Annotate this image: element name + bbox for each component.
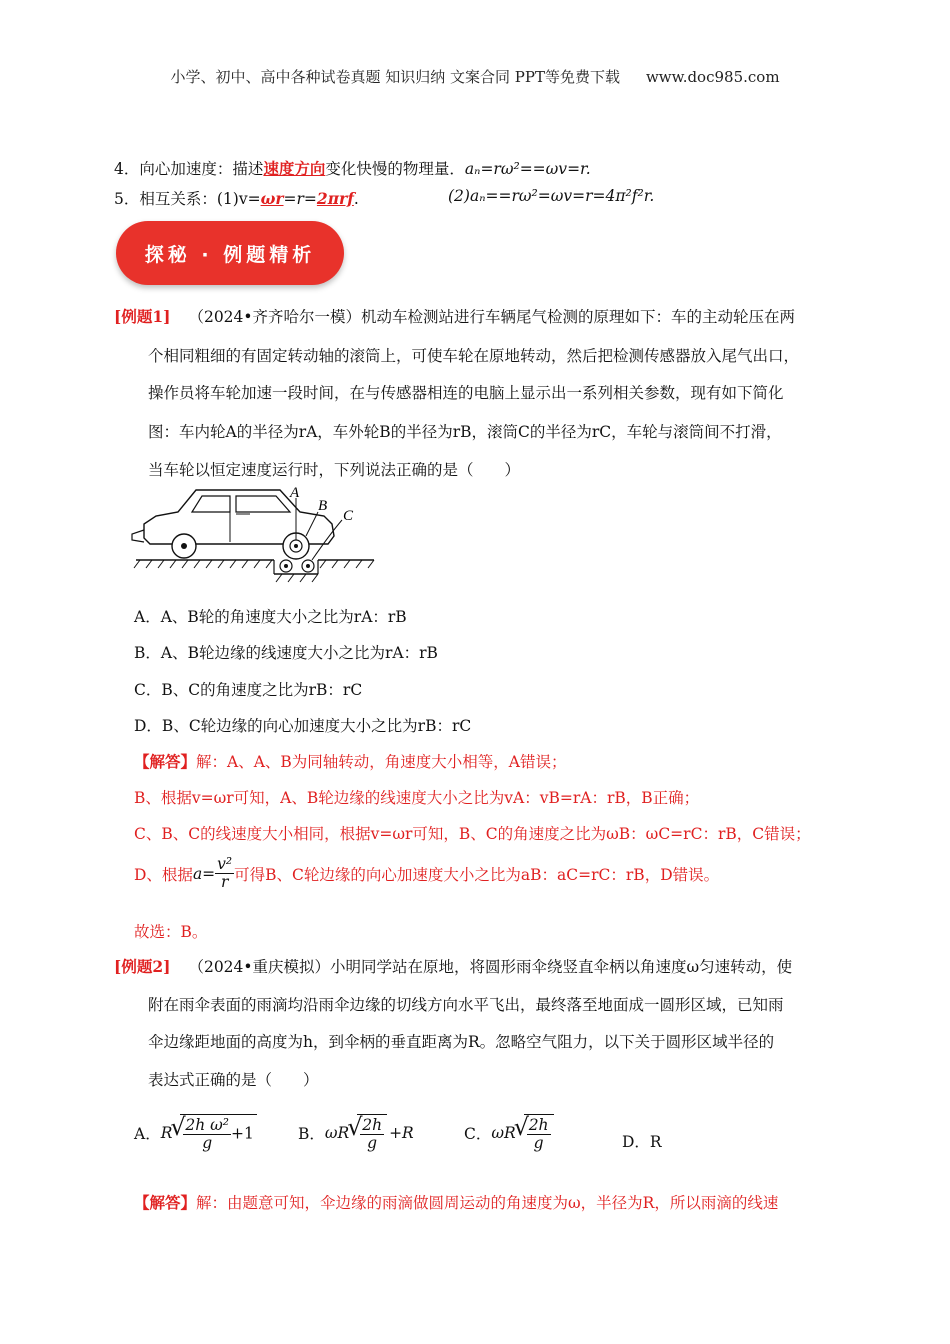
highlight-2pirf: 2πrf xyxy=(316,189,354,208)
example-2-option-d[interactable]: D．R xyxy=(622,1133,662,1151)
example-1-answer-line-1: 【解答】解：A、A、B为同轴转动，角速度大小相等，A错误； xyxy=(134,752,567,771)
answer-tag: 【解答】 xyxy=(134,752,197,771)
figure-label-c: C xyxy=(343,508,354,524)
example-1-option-c[interactable]: C．B、C的角速度之比为rB：rC xyxy=(134,681,363,699)
example-2-option-a[interactable]: A． R √ $\frac{\text{2h ω²}}{g}$ +1 xyxy=(134,1114,257,1152)
example-2-line-4: 表达式正确的是（ ） xyxy=(148,1071,319,1089)
example-1-line-5: 当车轮以恒定速度运行时，下列说法正确的是（ ） xyxy=(148,461,521,479)
highlight-velocity-direction: 速度方向 xyxy=(263,159,326,178)
figure-label-a: A xyxy=(290,485,300,501)
example-1-line-2: 个相同粗细的有固定转动轴的滚筒上，可使车轮在原地转动，然后把检测传感器放入尾气出口， xyxy=(148,347,800,365)
example-2-line-3: 伞边缘距地面的高度为h，到伞柄的垂直距离为R。忽略空气阻力，以下关于圆形区域半径的 xyxy=(148,1033,775,1051)
header-text: 小学、初中、高中各种试卷真题 知识归纳 文案合同 PPT等免费下载 xyxy=(170,68,620,86)
formula-an: aₙ=rω²==ωv=r. xyxy=(464,160,591,178)
example-2-line-1: [例题2] （2024•重庆模拟）小明同学站在原地，将圆形雨伞绕竖直伞柄以角速度ω匀速转动，使 xyxy=(114,957,793,976)
example-2-option-b[interactable]: B． ωR √ $\frac{2h}{g}$ +R xyxy=(298,1114,414,1152)
example-1-line-4: 图：车内轮A的半径为rA，车外轮B的半径为rB，滚筒C的半径为rC，车轮与滚筒间不打滑， xyxy=(148,423,782,441)
example-1-option-d[interactable]: D．B、C轮边缘的向心加速度大小之比为rB：rC xyxy=(134,717,472,735)
example-1-option-b[interactable]: B．A、B轮边缘的线速度大小之比为rA：rB xyxy=(134,644,438,662)
example-1-choice: 故选：B。 xyxy=(134,923,208,941)
example-2-answer-line-1: 【解答】解：由题意可知，伞边缘的雨滴做圆周运动的角速度为ω，半径为R，所以雨滴的线速 xyxy=(134,1193,779,1212)
example-2-line-2: 附在雨伞表面的雨滴均沿雨伞边缘的切线方向水平飞出，最终落至地面成一圆形区域，已知雨 xyxy=(148,996,784,1014)
header-site: www.doc985.com xyxy=(645,68,780,86)
example-2-label: [例题2] xyxy=(114,957,171,976)
highlight-omega-r: ωr xyxy=(260,189,284,208)
item-4: 4．向心加速度：描述速度方向变化快慢的物理量．aₙ=rω²==ωv=r. xyxy=(114,159,591,178)
answer-tag: 【解答】 xyxy=(134,1193,197,1212)
example-2-option-c[interactable]: C． ωR √ $\frac{2h}{g}$ xyxy=(464,1114,554,1152)
banner-text: 探秘 · 例题精析 xyxy=(144,243,316,266)
example-1-label: [例题1] xyxy=(114,307,171,326)
example-1-line-3: 操作员将车轮加速一段时间，在与传感器相连的电脑上显示出一系列相关参数，现有如下简化 xyxy=(148,384,784,402)
example-1-line-1: [例题1] （2024•齐齐哈尔一模）机动车检测站进行车辆尾气检测的原理如下：车的主动轮压在两 xyxy=(114,307,796,326)
example-1-option-a[interactable]: A．A、B轮的角速度大小之比为rA：rB xyxy=(134,608,407,626)
figure-label-b: B xyxy=(318,498,328,514)
page-header xyxy=(0,66,950,87)
example-1-answer-line-4: D、根据 a= $\frac{\text{v²}}{r}$ 可得B、C轮边缘的向心加速度大小之比为aB：aC=rC：rB，D错误。 xyxy=(134,855,720,891)
fraction-v2-over-r: $\frac{\text{v²}}{r}$ xyxy=(217,855,233,891)
item-5-part2: (2)aₙ==rω²=ωv=r=4π²f²r. xyxy=(448,187,655,205)
car-roller-figure xyxy=(130,484,380,584)
item-5: 5．相互关系：(1)v=ωr=r=2πrf. xyxy=(114,189,359,208)
example-1-answer-line-2: B、根据v=ωr可知，A、B轮边缘的线速度大小之比为vA：vB=rA：rB，B正确； xyxy=(134,789,700,807)
example-1-answer-line-3: C、B、C的线速度大小相同，根据v=ωr可知，B、C的角速度之比为ωB：ωC=rC：rB，C错误； xyxy=(134,825,811,843)
section-banner xyxy=(116,221,344,285)
